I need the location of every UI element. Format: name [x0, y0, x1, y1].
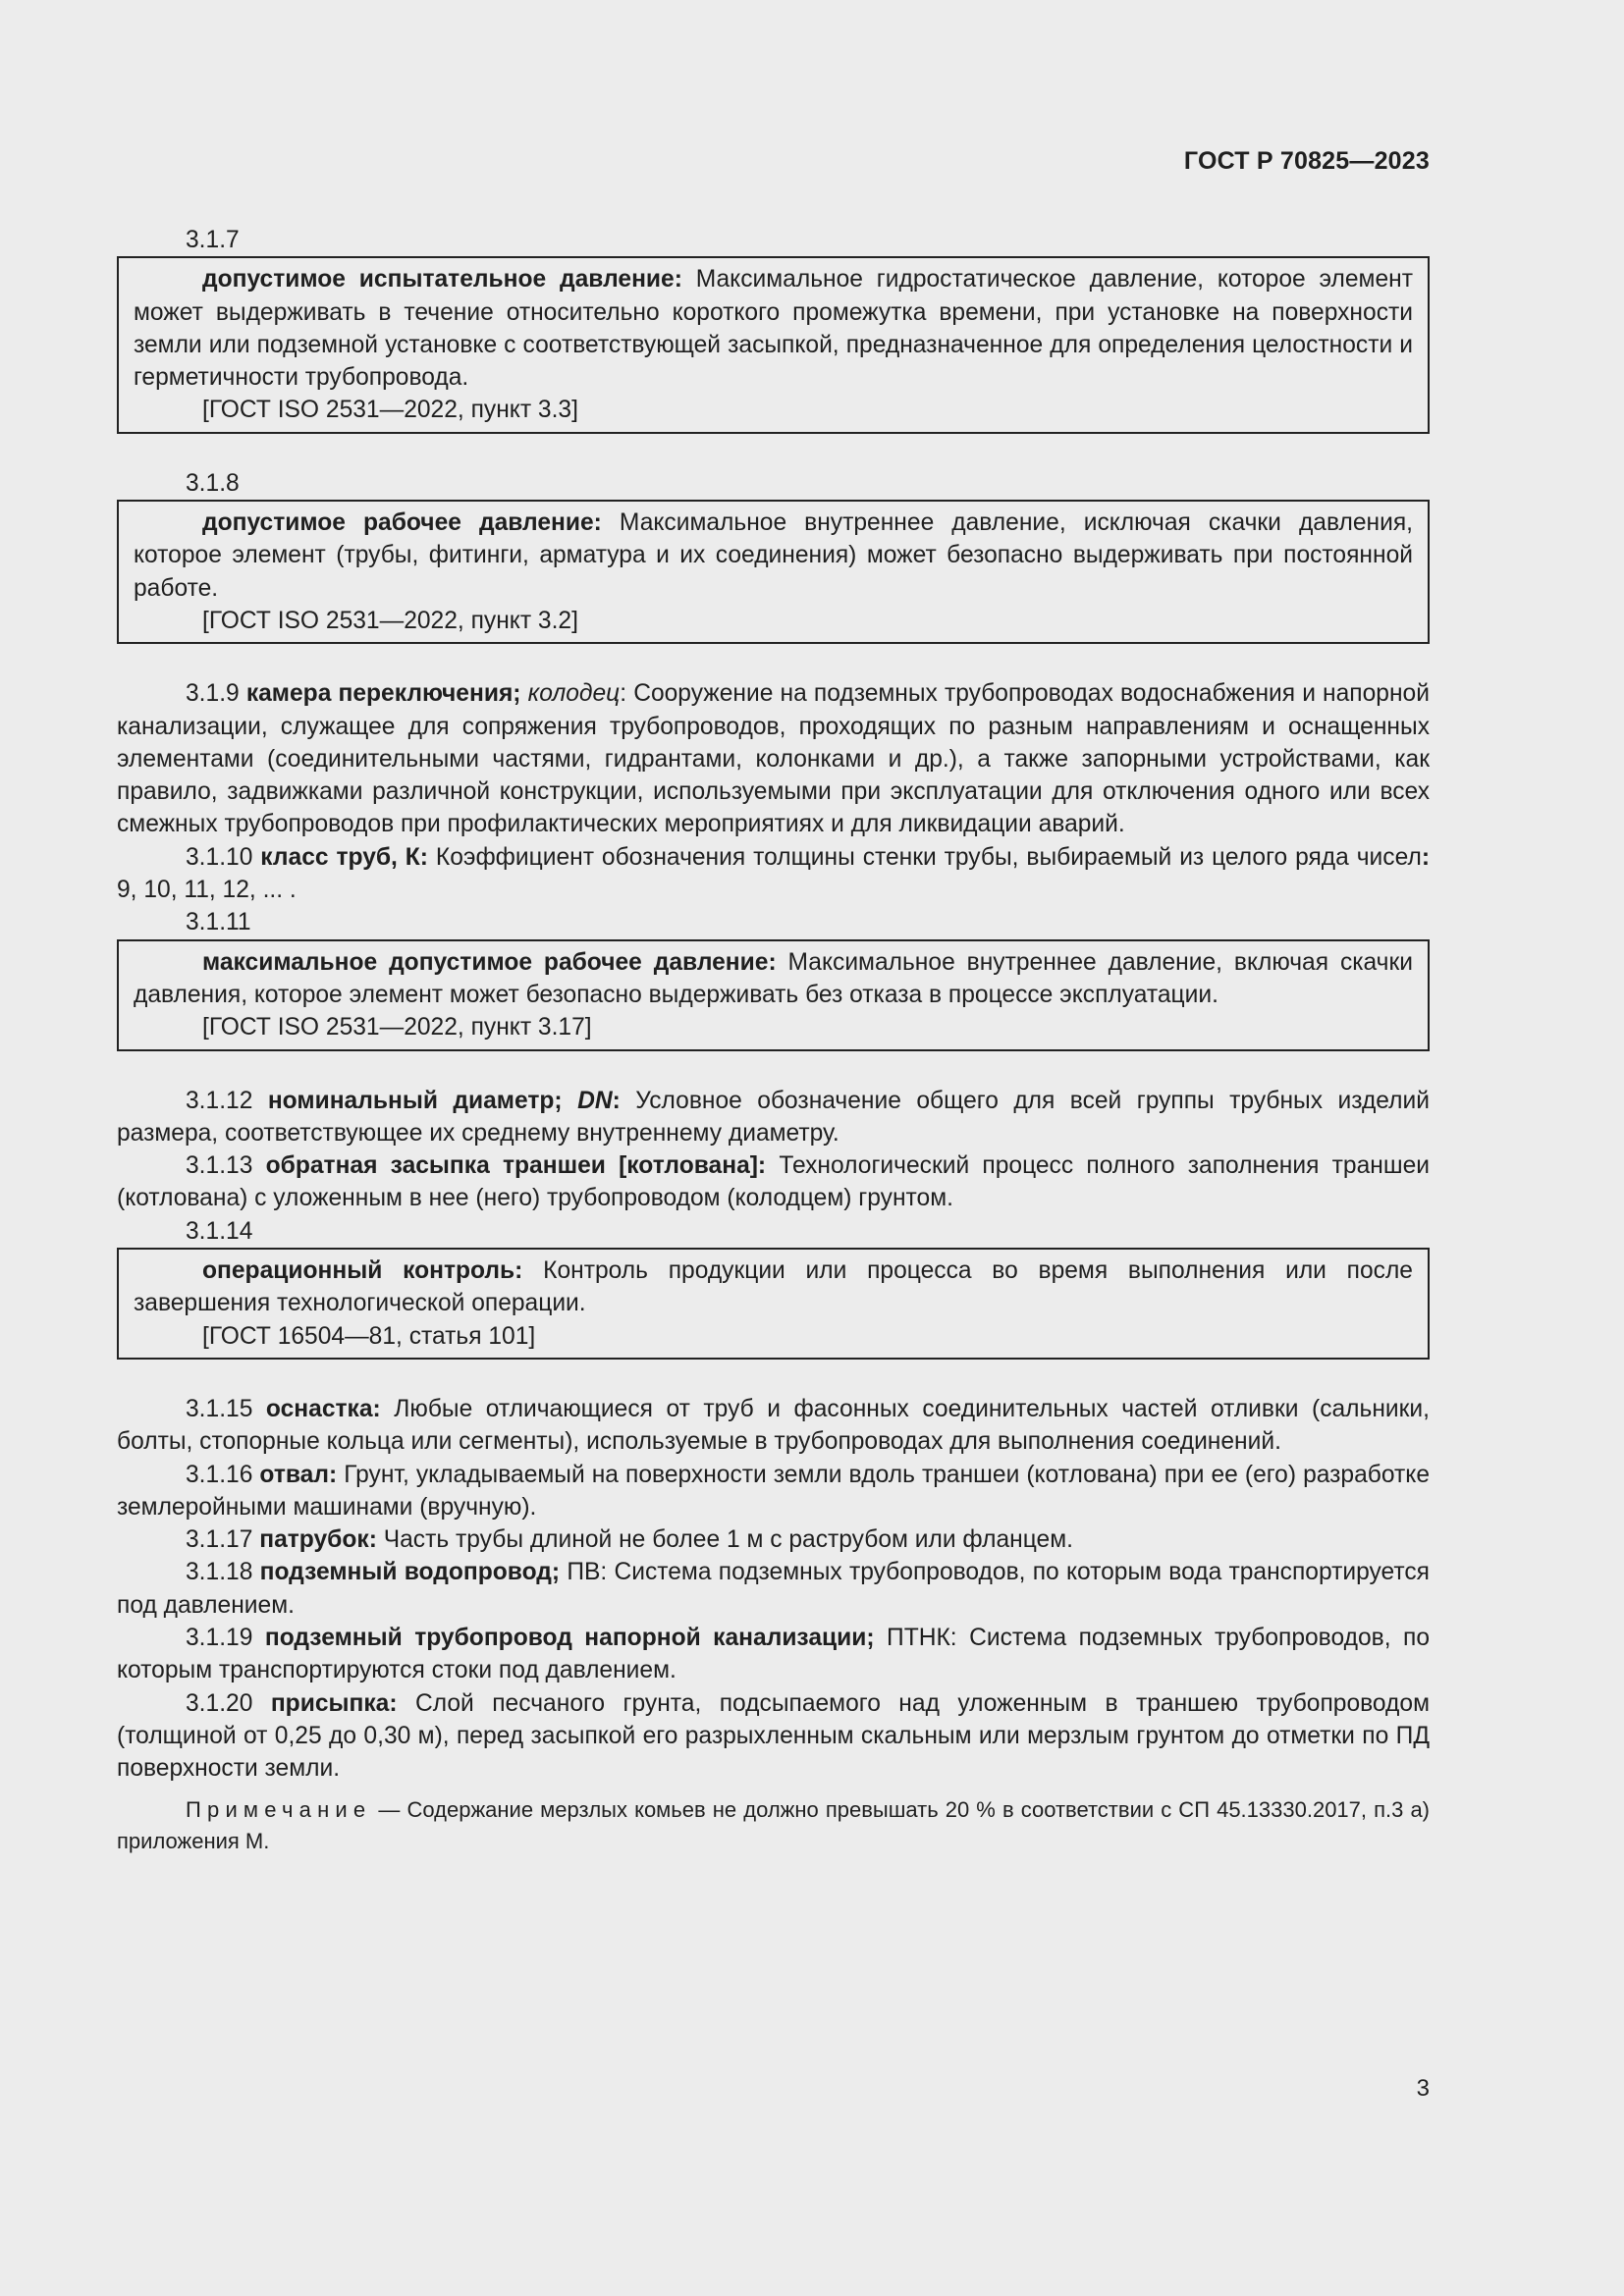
document-header: ГОСТ Р 70825—2023	[1183, 147, 1430, 175]
definition-paragraph	[117, 1622, 1430, 1687]
term-abbreviation: DN	[577, 1087, 613, 1114]
definition-text	[134, 946, 1413, 1012]
definition-text	[134, 1255, 1413, 1320]
definition: Контроль продукции или процесса во время выполнения или после завершения технологической операции.	[134, 1257, 1413, 1317]
entry-number: 3.1.17	[186, 1526, 260, 1554]
term: номинальный диаметр;	[267, 1087, 563, 1114]
entry-number: 3.1.16	[186, 1461, 260, 1488]
note-label: Примечание	[186, 1797, 372, 1823]
definition: : Сооружение на подземных трубопроводах водоснабжения и напорной канализации, служащее для сопряжения трубопроводов, проходящих по разным направлениям и оснащенных элементами (соединительными частями, гидрантами, колонками и др.), а также запорными устройствами, как правило, задвижками различной конструкции, используемыми при эксплуатации для отключения одного или всех смежных трубопроводов при профилактических мероприятиях и для ликвидации аварий.	[117, 680, 1430, 838]
entry-number: 3.1.13	[186, 1152, 266, 1180]
definition: Максимальное гидростатическое давление, которое элемент может выдерживать в течение относительно короткого промежутка времени, при установке на поверхности земли или подземной установке с соответствующей засыпкой, предназначенное для определения целостности и герметичности трубопровода.	[134, 266, 1413, 392]
entry-number: 3.1.7	[186, 227, 240, 253]
definition-paragraph	[117, 841, 1430, 907]
definition: ПВ: Система подземных трубопроводов, по которым вода транспортируется под давлением.	[117, 1559, 1430, 1619]
term: допустимое рабочее давление:	[202, 509, 602, 537]
colon: :	[612, 1087, 621, 1114]
entry-number: 3.1.18	[186, 1559, 260, 1586]
term: максимальное допустимое рабочее давление:	[202, 948, 777, 976]
quoted-definition-box	[117, 256, 1430, 433]
definition-paragraph	[117, 1459, 1430, 1524]
entry-number: 3.1.12	[186, 1087, 268, 1114]
definition-text	[134, 263, 1413, 394]
term: операционный контроль:	[202, 1257, 523, 1285]
quoted-definition-box	[117, 1248, 1430, 1360]
definition-text	[134, 507, 1413, 605]
definition: ПТНК: Система подземных трубопроводов, по которым транспортируются стоки под давлением.	[117, 1624, 1430, 1684]
definition-source: [ГОСТ ISO 2531—2022, пункт 3.17]	[202, 1014, 592, 1041]
term: подземный водопровод;	[259, 1559, 561, 1586]
entry-number: 3.1.9	[186, 680, 246, 708]
term: патрубок:	[259, 1526, 377, 1554]
definition: Часть трубы длиной не более 1 м с раструбом или фланцем.	[376, 1526, 1073, 1554]
term: оснастка:	[265, 1395, 381, 1422]
entry-number: 3.1.8	[186, 469, 240, 497]
document-body	[117, 224, 1430, 1857]
definition-paragraph	[117, 1393, 1430, 1459]
entry-number: 3.1.11	[186, 909, 251, 936]
definition-source: [ГОСТ ISO 2531—2022, пункт 3.3]	[202, 397, 578, 424]
page-number: 3	[1416, 2075, 1430, 2102]
definition: Технологический процесс полного заполнения траншеи (котлована) с уложенным в нее (него) трубопроводом (колодцем) грунтом.	[117, 1152, 1430, 1212]
definition-paragraph	[117, 1687, 1430, 1786]
entry-number: 3.1.14	[186, 1217, 253, 1245]
term: подземный трубопровод напорной канализации;	[264, 1624, 875, 1651]
entry-number: 3.1.19	[186, 1624, 265, 1651]
note-text: — Содержание мерзлых комьев не должно превышать 20 % в соответствии с СП 45.13330.2017, п.3 а) приложения М.	[117, 1797, 1430, 1854]
term: класс труб, К:	[260, 843, 428, 871]
definition: Слой песчаного грунта, подсыпаемого над уложенным в траншею трубопроводом (толщиной от 0,25 до 0,30 м), перед засыпкой его разрыхленным скальным или мерзлым грунтом до отметки по ПД поверхности земли.	[117, 1689, 1430, 1783]
definition-source: [ГОСТ 16504—81, статья 101]	[202, 1322, 536, 1350]
definition: Коэффициент обозначения толщины стенки трубы, выбираемый из целого ряда чисел	[428, 843, 1422, 871]
note	[117, 1794, 1430, 1857]
definition: 9, 10, 11, 12, ... .	[117, 877, 297, 904]
definition-paragraph	[117, 1085, 1430, 1150]
definition: Максимальное внутреннее давление, включая скачки давления, которое элемент может безопасно выдерживать без отказа в процессе эксплуатации.	[134, 948, 1413, 1008]
term: камера переключения;	[245, 680, 521, 708]
entry-number: 3.1.20	[186, 1689, 271, 1717]
quoted-definition-box	[117, 500, 1430, 644]
definition-paragraph	[117, 677, 1430, 840]
term: присыпка:	[270, 1689, 398, 1717]
quoted-definition-box	[117, 939, 1430, 1051]
definition-paragraph	[117, 1556, 1430, 1622]
colon: :	[1421, 843, 1431, 871]
definition: Условное обозначение общего для всей группы трубных изделий размера, соответствующее их среднему внутреннему диаметру.	[117, 1087, 1430, 1147]
entry-number: 3.1.15	[186, 1395, 266, 1422]
term: допустимое испытательное давление:	[202, 266, 682, 294]
term: отвал:	[259, 1461, 338, 1488]
entry-number: 3.1.10	[186, 843, 261, 871]
definition: Грунт, укладываемый на поверхности земли вдоль траншеи (котлована) при ее (его) разработке землеройными машинами (вручную).	[117, 1461, 1430, 1521]
definition-source: [ГОСТ ISO 2531—2022, пункт 3.2]	[202, 607, 578, 634]
term-synonym: колодец	[527, 680, 621, 708]
definition: Максимальное внутреннее давление, исключая скачки давления, которое элемент (трубы, фитинги, арматура и их соединения) может безопасно выдерживать при постоянной работе.	[134, 509, 1413, 602]
definition-paragraph	[117, 1149, 1430, 1215]
definition-paragraph	[117, 1523, 1430, 1556]
term: обратная засыпка траншеи [котлована]:	[265, 1152, 767, 1180]
definition: Любые отличающиеся от труб и фасонных соединительных частей отливки (сальники, болты, стопорные кольца или сегменты), используемые в трубопроводах для выполнения соединений.	[117, 1395, 1430, 1456]
